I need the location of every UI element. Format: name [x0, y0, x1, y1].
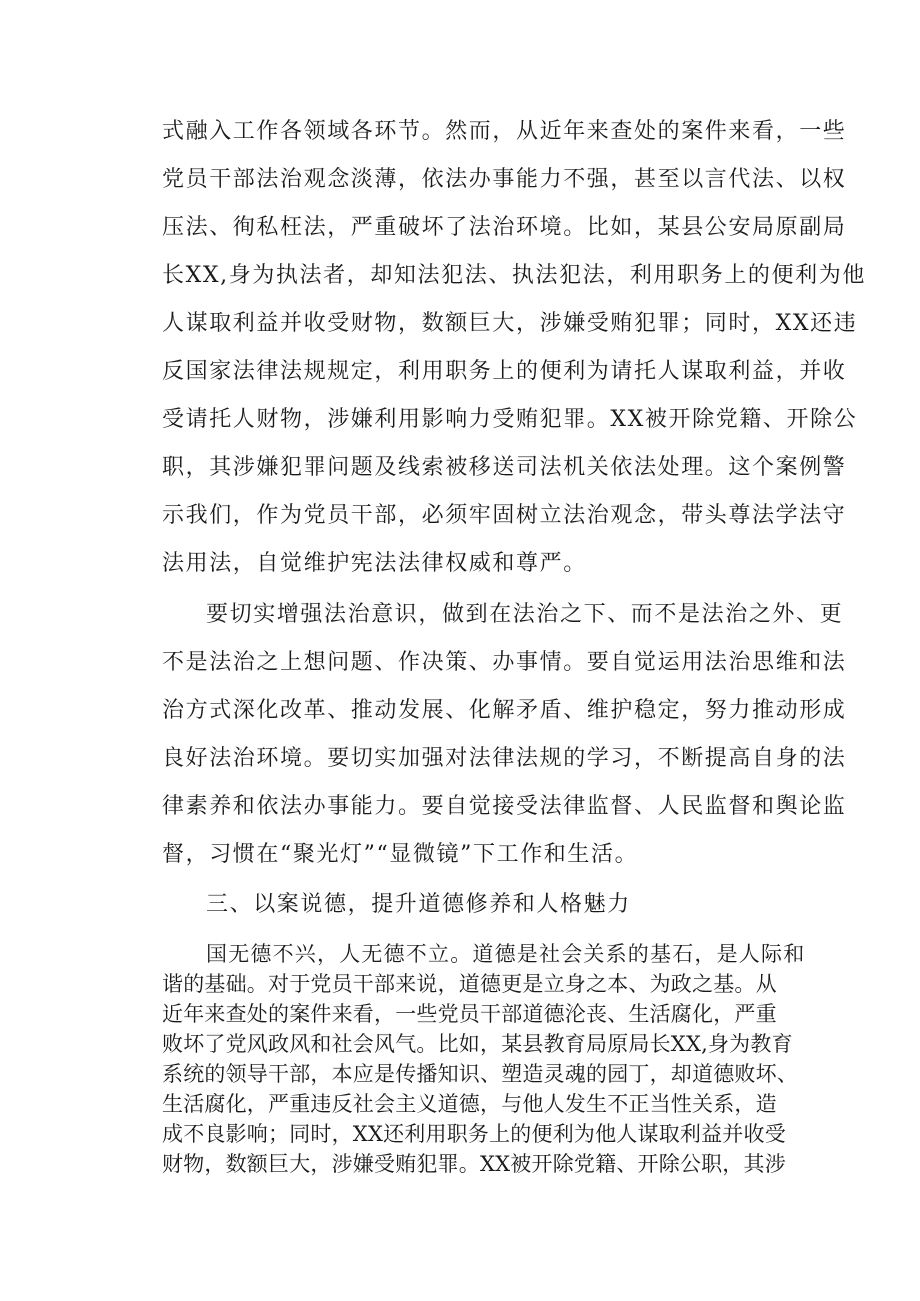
section-heading: 三、以案说德，提升道德修养和人格魅力 [206, 892, 631, 917]
text-line: 法用法，自觉维护宪法法律权威和尊严。 [162, 551, 587, 576]
text-line: 成不良影响；同时，XX还利用职务上的便利为他人谋取利益并收受 [162, 1122, 786, 1146]
text-line: 良好法治环境。要切实加强对法律法规的学习，不断提高自身的法 [162, 746, 847, 771]
text-line: 财物，数额巨大，涉嫌受贿犯罪。XX被开除党籍、开除公职，其涉 [162, 1152, 786, 1176]
text-line: 近年来查处的案件来看，一些党员干部道德沦丧、生活腐化，严重 [162, 1002, 777, 1026]
text-line: 职，其涉嫌犯罪问题及线索被移送司法机关依法处理。这个案例警 [162, 455, 847, 480]
text-line: 人谋取利益并收受财物，数额巨大，涉嫌受贿犯罪；同时，XX还违 [162, 311, 858, 336]
text-line: 律素养和依法办事能力。要自觉接受法律监督、人民监督和舆论监 [162, 794, 847, 819]
text-line: 要切实增强法治意识，做到在法治之下、而不是法治之外、更 [206, 602, 844, 627]
text-line: 示我们，作为党员干部，必须牢固树立法治观念，带头尊法学法守 [162, 503, 847, 528]
text-line: 生活腐化，严重违反社会主义道德，与他人发生不正当性关系，造 [162, 1092, 777, 1116]
text-line: 谐的基础。对于党员干部来说，道德更是立身之本、为政之基。从 [162, 972, 777, 996]
text-line: 反国家法律法规规定，利用职务上的便利为请托人谋取利益，并收 [162, 359, 847, 384]
text-line: 受请托人财物，涉嫌利用影响力受贿犯罪。XX被开除党籍、开除公 [162, 407, 858, 432]
text-line: 不是法治之上想问题、作决策、办事情。要自觉运用法治思维和法 [162, 650, 847, 675]
text-line: 压法、徇私枉法，严重破坏了法治环境。比如，某县公安局原副局 [162, 215, 847, 240]
text-line: 式融入工作各领域各环节。然而，从近年来查处的案件来看，一些 [162, 119, 847, 144]
text-line: 长XX,身为执法者，却知法犯法、执法犯法，利用职务上的便利为他 [162, 263, 866, 288]
text-line: 国无德不兴，人无德不立。道德是社会关系的基石，是人际和 [206, 942, 806, 966]
text-line: 败坏了党风政风和社会风气。比如，某县教育局原局长XX,身为教育 [162, 1032, 793, 1056]
text-line: 系统的领导干部，本应是传播知识、塑造灵魂的园丁，却道德败坏、 [162, 1062, 798, 1086]
text-line: 党员干部法治观念淡薄，依法办事能力不强，甚至以言代法、以权 [162, 167, 847, 192]
text-line: 督，习惯在“聚光灯”“显微镜”下工作和生活。 [162, 842, 639, 867]
text-line: 治方式深化改革、推动发展、化解矛盾、维护稳定，努力推动形成 [162, 698, 847, 723]
